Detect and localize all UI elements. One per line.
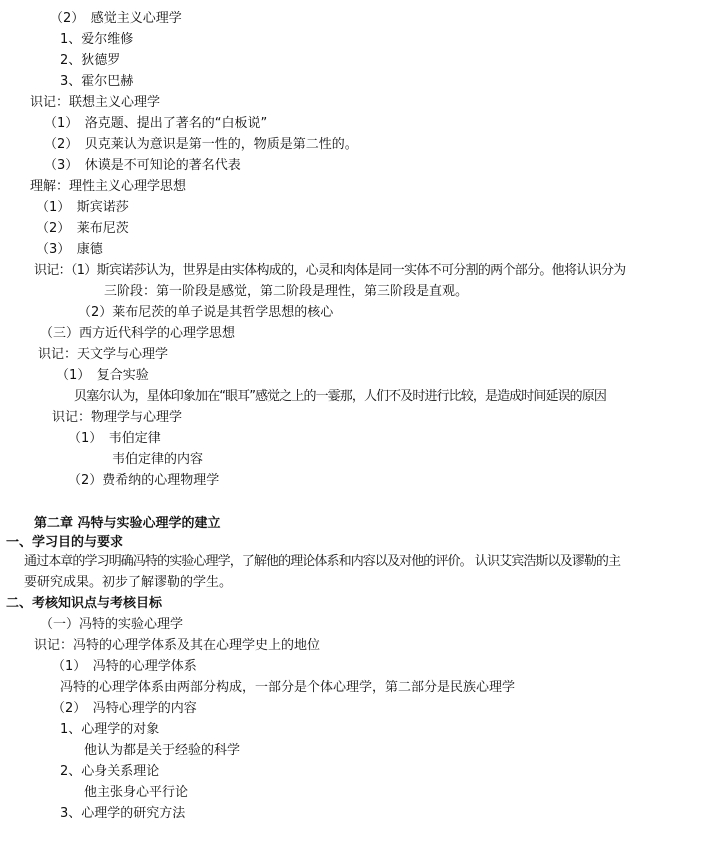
text-line: 贝塞尔认为，星体印象加在“眼耳”感觉之上的一霎那，人们不及时进行比较，是造成时间延误的原因 bbox=[74, 389, 606, 404]
text-line: 三阶段：第一阶段是感觉，第二阶段是理性，第三阶段是直观。 bbox=[104, 284, 469, 299]
text-line: （1） 洛克题、提出了著名的“白板说” bbox=[44, 116, 268, 131]
text-line: 2、心身关系理论 bbox=[60, 764, 160, 779]
text-line: 他认为都是关于经验的科学 bbox=[84, 743, 241, 758]
text-line: 要研究成果。初步了解谬勒的学生。 bbox=[24, 575, 233, 590]
text-line: （一）冯特的实验心理学 bbox=[40, 617, 184, 632]
chapter-title: 第二章 冯特与实验心理学的建立 bbox=[34, 516, 221, 531]
text-line: （1） 斯宾诺莎 bbox=[36, 200, 129, 215]
text-line: 识记：冯特的心理学体系及其在心理学史上的地位 bbox=[34, 638, 321, 653]
text-line: 识记：物理学与心理学 bbox=[52, 410, 183, 425]
text-line: （2） 感觉主义心理学 bbox=[50, 11, 182, 26]
text-line: （3） 休谟是不可知论的著名代表 bbox=[44, 158, 241, 173]
text-line: 他主张身心平行论 bbox=[84, 785, 189, 800]
text-line: 1、爱尔维修 bbox=[60, 32, 134, 47]
text-line: 识记：天文学与心理学 bbox=[38, 347, 169, 362]
text-line: 通过本章的学习明确冯特的实验心理学，了解他的理论体系和内容以及对他的评价。 认识艾宾浩斯以及谬勒的主 bbox=[24, 554, 621, 569]
text-line: （1） 复合实验 bbox=[56, 368, 149, 383]
text-line: 理解：理性主义心理学思想 bbox=[30, 179, 187, 194]
section-heading: 二、考核知识点与考核目标 bbox=[6, 596, 163, 611]
text-line: （2）费希纳的心理物理学 bbox=[68, 473, 220, 488]
text-line: （2）莱布尼茨的单子说是其哲学思想的核心 bbox=[78, 305, 334, 320]
text-line: 3、心理学的研究方法 bbox=[60, 806, 186, 821]
text-line: （三）西方近代科学的心理学思想 bbox=[40, 326, 236, 341]
text-line: （2） 莱布尼茨 bbox=[36, 221, 129, 236]
text-line: 1、心理学的对象 bbox=[60, 722, 160, 737]
text-line: 3、霍尔巴赫 bbox=[60, 74, 134, 89]
text-line: 2、狄德罗 bbox=[60, 53, 121, 68]
text-line: （1） 冯特的心理学体系 bbox=[52, 659, 197, 674]
text-line: （2） 冯特心理学的内容 bbox=[52, 701, 197, 716]
text-line: 识记：联想主义心理学 bbox=[30, 95, 161, 110]
text-line: （2） 贝克莱认为意识是第一性的，物质是第二性的。 bbox=[44, 137, 358, 152]
text-line: （3） 康德 bbox=[36, 242, 103, 257]
text-line: 韦伯定律的内容 bbox=[112, 452, 204, 467]
text-line: 识记：（1）斯宾诺莎认为，世界是由实体构成的，心灵和肉体是同一实体不可分割的两个部分。他将认识分为 bbox=[34, 263, 626, 278]
text-line: （1） 韦伯定律 bbox=[68, 431, 161, 446]
text-line: 冯特的心理学体系由两部分构成，一部分是个体心理学，第二部分是民族心理学 bbox=[60, 680, 516, 695]
section-heading: 一、学习目的与要求 bbox=[6, 535, 124, 550]
